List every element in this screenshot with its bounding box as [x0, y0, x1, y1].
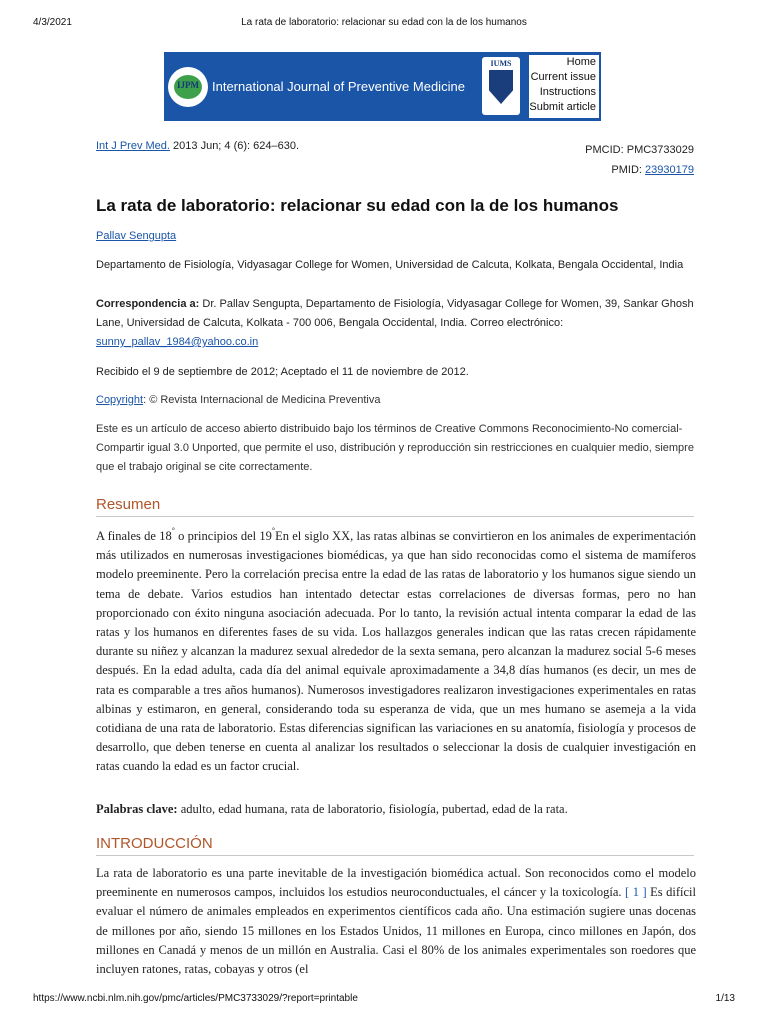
email-link[interactable]: sunny_pallav_1984@yahoo.co.in [96, 336, 259, 348]
abstract-text: A finales de 18° o principios del 19°En el siglo XX, las ratas albinas se convirtieron en los animales de experimentación más utilizados en numerosas investigaciones biomédicas, ya que han sido reconocidas como el sistema de mamíferos modelo preeminente. Pero la correlación precisa entre la edad de las ratas de laboratorio y los humanos sigue siendo un tema de debate. Varios estudios han intentado detectar estas correlaciones de diversas formas, pero no han proporcionado con éxito ninguna asociación adecuada. Por lo tanto, la revisión actual intenta comparar la edad de las ratas y los humanos en diferentes fases de su vida. Los hallazgos generales indican que las ratas crecen rápidamente durante su niñez y alcanzan la madurez sexual alrededor de la sexta semana, pero alcanzan la madurez social 5-6 meses después. En la edad adulta, cada día del animal equivale aproximadamente a 34,8 días humanos (es decir, un mes de rata es comparable a tres años humanos). Numerosos investigadores realizaron investigaciones experimentales en ratas albinas y estimaron, en general, considerando toda su esperanza de vida, que un mes humano se asemeja a la vida cotidiana de una rata de laboratorio. Estas diferencias significan las variaciones en su anatomía, fisiología y procesos de desarrollo, que deben tenerse en cuenta al analizar los resultados o seleccionar la dosis de cualquier investigación en ratas cuando la edad es un factor crucial. [96, 526, 696, 774]
nav-current-issue[interactable]: Current issue [530, 71, 596, 83]
nav-submit-article[interactable]: Submit article [529, 101, 596, 113]
print-footer [0, 993, 768, 1007]
reference-link[interactable]: [ 1 ] [625, 885, 647, 900]
keywords-list: adulto, edad humana, rata de laboratorio, fisiología, pubertad, edad de la rata. [177, 802, 568, 816]
pmid-link[interactable]: 23930179 [645, 164, 694, 176]
author [96, 230, 176, 242]
correspondence-text: Dr. Pallav Sengupta, Departamento de Fisiología, Vidyasagar College for Women, 39, Sankar Ghosh Lane, Universidad de Calcuta, Kolkata - 700 006, Bengala Occidental, India. Correo electrónico: [96, 298, 694, 329]
print-date: 4/3/2021 [33, 17, 72, 28]
print-url: https://www.ncbi.nlm.nih.gov/pmc/articles/PMC3733029/?report=printable [33, 993, 358, 1004]
citation [96, 140, 299, 152]
pmcid: PMCID: PMC3733029 [585, 144, 694, 156]
nav-instructions[interactable]: Instructions [539, 86, 596, 98]
pmid-label: PMID: [611, 164, 642, 176]
print-header [0, 17, 768, 31]
copyright-text: : © Revista Internacional de Medicina Preventiva [143, 394, 381, 406]
journal-link[interactable]: Int J Prev Med. [96, 140, 170, 152]
received-dates: Recibido el 9 de septiembre de 2012; Aceptado el 11 de noviembre de 2012. [96, 366, 469, 378]
keywords-label: Palabras clave: [96, 802, 178, 816]
article-ids [585, 140, 694, 180]
abstract-heading: Resumen [96, 496, 694, 517]
affiliation: Departamento de Fisiología, Vidyasagar College for Women, Universidad de Calcuta, Kolkata, Bengala Occidental, India [96, 259, 684, 271]
journal-nav [529, 55, 599, 118]
keywords [96, 800, 696, 819]
citation-details: 2013 Jun; 4 (6): 624–630. [173, 140, 300, 152]
copyright [96, 391, 696, 410]
iums-logo: IUMS [482, 57, 520, 115]
pmid-line [585, 160, 694, 180]
correspondence [96, 295, 696, 352]
author-link[interactable]: Pallav Sengupta [96, 230, 177, 242]
introduction-heading: INTRODUCCIÓN [96, 835, 694, 856]
journal-name: International Journal of Preventive Medicine [212, 79, 465, 94]
journal-logo: IJPM [168, 67, 208, 107]
page-count: 1/13 [715, 993, 735, 1004]
nav-home[interactable]: Home [566, 56, 596, 68]
journal-banner [164, 52, 601, 121]
shield-icon [489, 70, 513, 104]
article-title: La rata de laboratorio: relacionar su edad con la de los humanos [96, 196, 619, 215]
license: Este es un artículo de acceso abierto distribuido bajo los términos de Creative Commons Reconocimiento-No comercial-Compartir igual 3.0 Unported, que permite el uso, distribución y reproducción sin restricciones en cualquier medio, siempre que el trabajo original se cite correctamente. [96, 423, 694, 473]
copyright-link[interactable]: Copyright [96, 394, 144, 406]
correspondence-label: Correspondencia a: [96, 298, 200, 310]
introduction-text: La rata de laboratorio es una parte inevitable de la investigación biomédica actual. Son reconocidos como el modelo preeminente en numerosos campos, incluidos los estudios neuroconductuales, el cáncer y la toxicología. [ 1 ] Es difícil evaluar el número de animales empleados en experimentos científicos cada año. Una estimación sugiere unas docenas de millones por año, siendo 15 millones en los Estados Unidos, 11 millones en Europa, cinco millones en Japón, dos millones en Canadá y menos de un millón en Australia. Casi el 80% de los animales experimentales son roedores que incluyen ratones, ratas, cobayas y otros (el [96, 866, 696, 977]
print-title: La rata de laboratorio: relacionar su edad con la de los humanos [241, 17, 527, 28]
